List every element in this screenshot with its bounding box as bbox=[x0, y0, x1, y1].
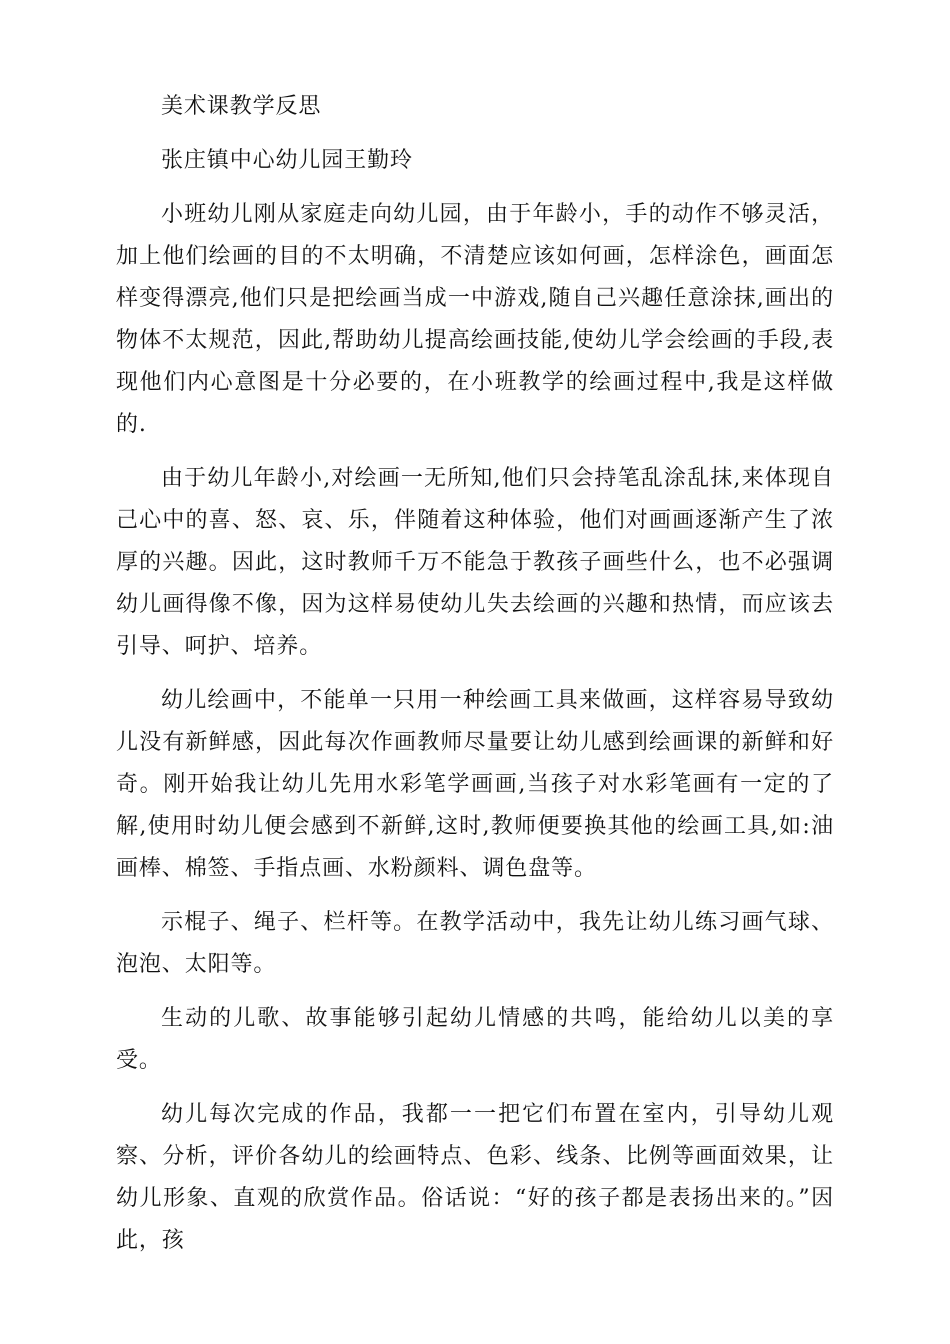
paragraph-2: 由于幼儿年龄小,对绘画一无所知,他们只会持笔乱涂乱抹,来体现自己心中的喜、怒、哀、乐，伴随着这种体验，他们对画画逐渐产生了浓厚的兴趣。因此，这时教师千万不能急于教孩子画些什么，也不必强调幼儿画得像不像，因为这样易使幼儿失去绘画的兴趣和热情，而应该去引导、呵护、培养。 bbox=[116, 466, 834, 659]
paragraph-6: 幼儿每次完成的作品，我都一一把它们布置在室内，引导幼儿观察、分析，评价各幼儿的绘画特点、色彩、线条、比例等画面效果，让幼儿形象、直观的欣赏作品。俗话说：“好的孩子都是表扬出来的。”因此，孩 bbox=[116, 1102, 834, 1253]
paragraph-4: 示棍子、绳子、栏杆等。在教学活动中，我先让幼儿练习画气球、泡泡、太阳等。 bbox=[116, 910, 834, 977]
document-title: 美术课教学反思 bbox=[161, 94, 322, 119]
paragraph-3: 幼儿绘画中，不能单一只用一种绘画工具来做画，这样容易导致幼儿没有新鲜感，因此每次作画教师尽量要让幼儿感到绘画课的新鲜和好奇。刚开始我让幼儿先用水彩笔学画画,当孩子对水彩笔画有一定的了解,使用时幼儿便会感到不新鲜,这时,教师便要换其他的绘画工具,如:油画棒、棉签、手指点画、水粉颜料、调色盘等。 bbox=[116, 688, 834, 881]
paragraph-1: 小班幼儿刚从家庭走向幼儿园，由于年龄小，手的动作不够灵活，加上他们绘画的目的不太明确，不清楚应该如何画，怎样涂色，画面怎样变得漂亮,他们只是把绘画当成一中游戏,随自己兴趣任意涂抹,画出的物体不太规范，因此,帮助幼儿提高绘画技能,使幼儿学会绘画的手段,表现他们内心意图是十分必要的，在小班教学的绘画过程中,我是这样做的. bbox=[116, 202, 834, 437]
document-author: 张庄镇中心幼儿园王勤玲 bbox=[161, 148, 413, 173]
document-body bbox=[116, 86, 834, 1274]
paragraph-5: 生动的儿歌、故事能够引起幼儿情感的共鸣，能给幼儿以美的享受。 bbox=[116, 1006, 834, 1073]
